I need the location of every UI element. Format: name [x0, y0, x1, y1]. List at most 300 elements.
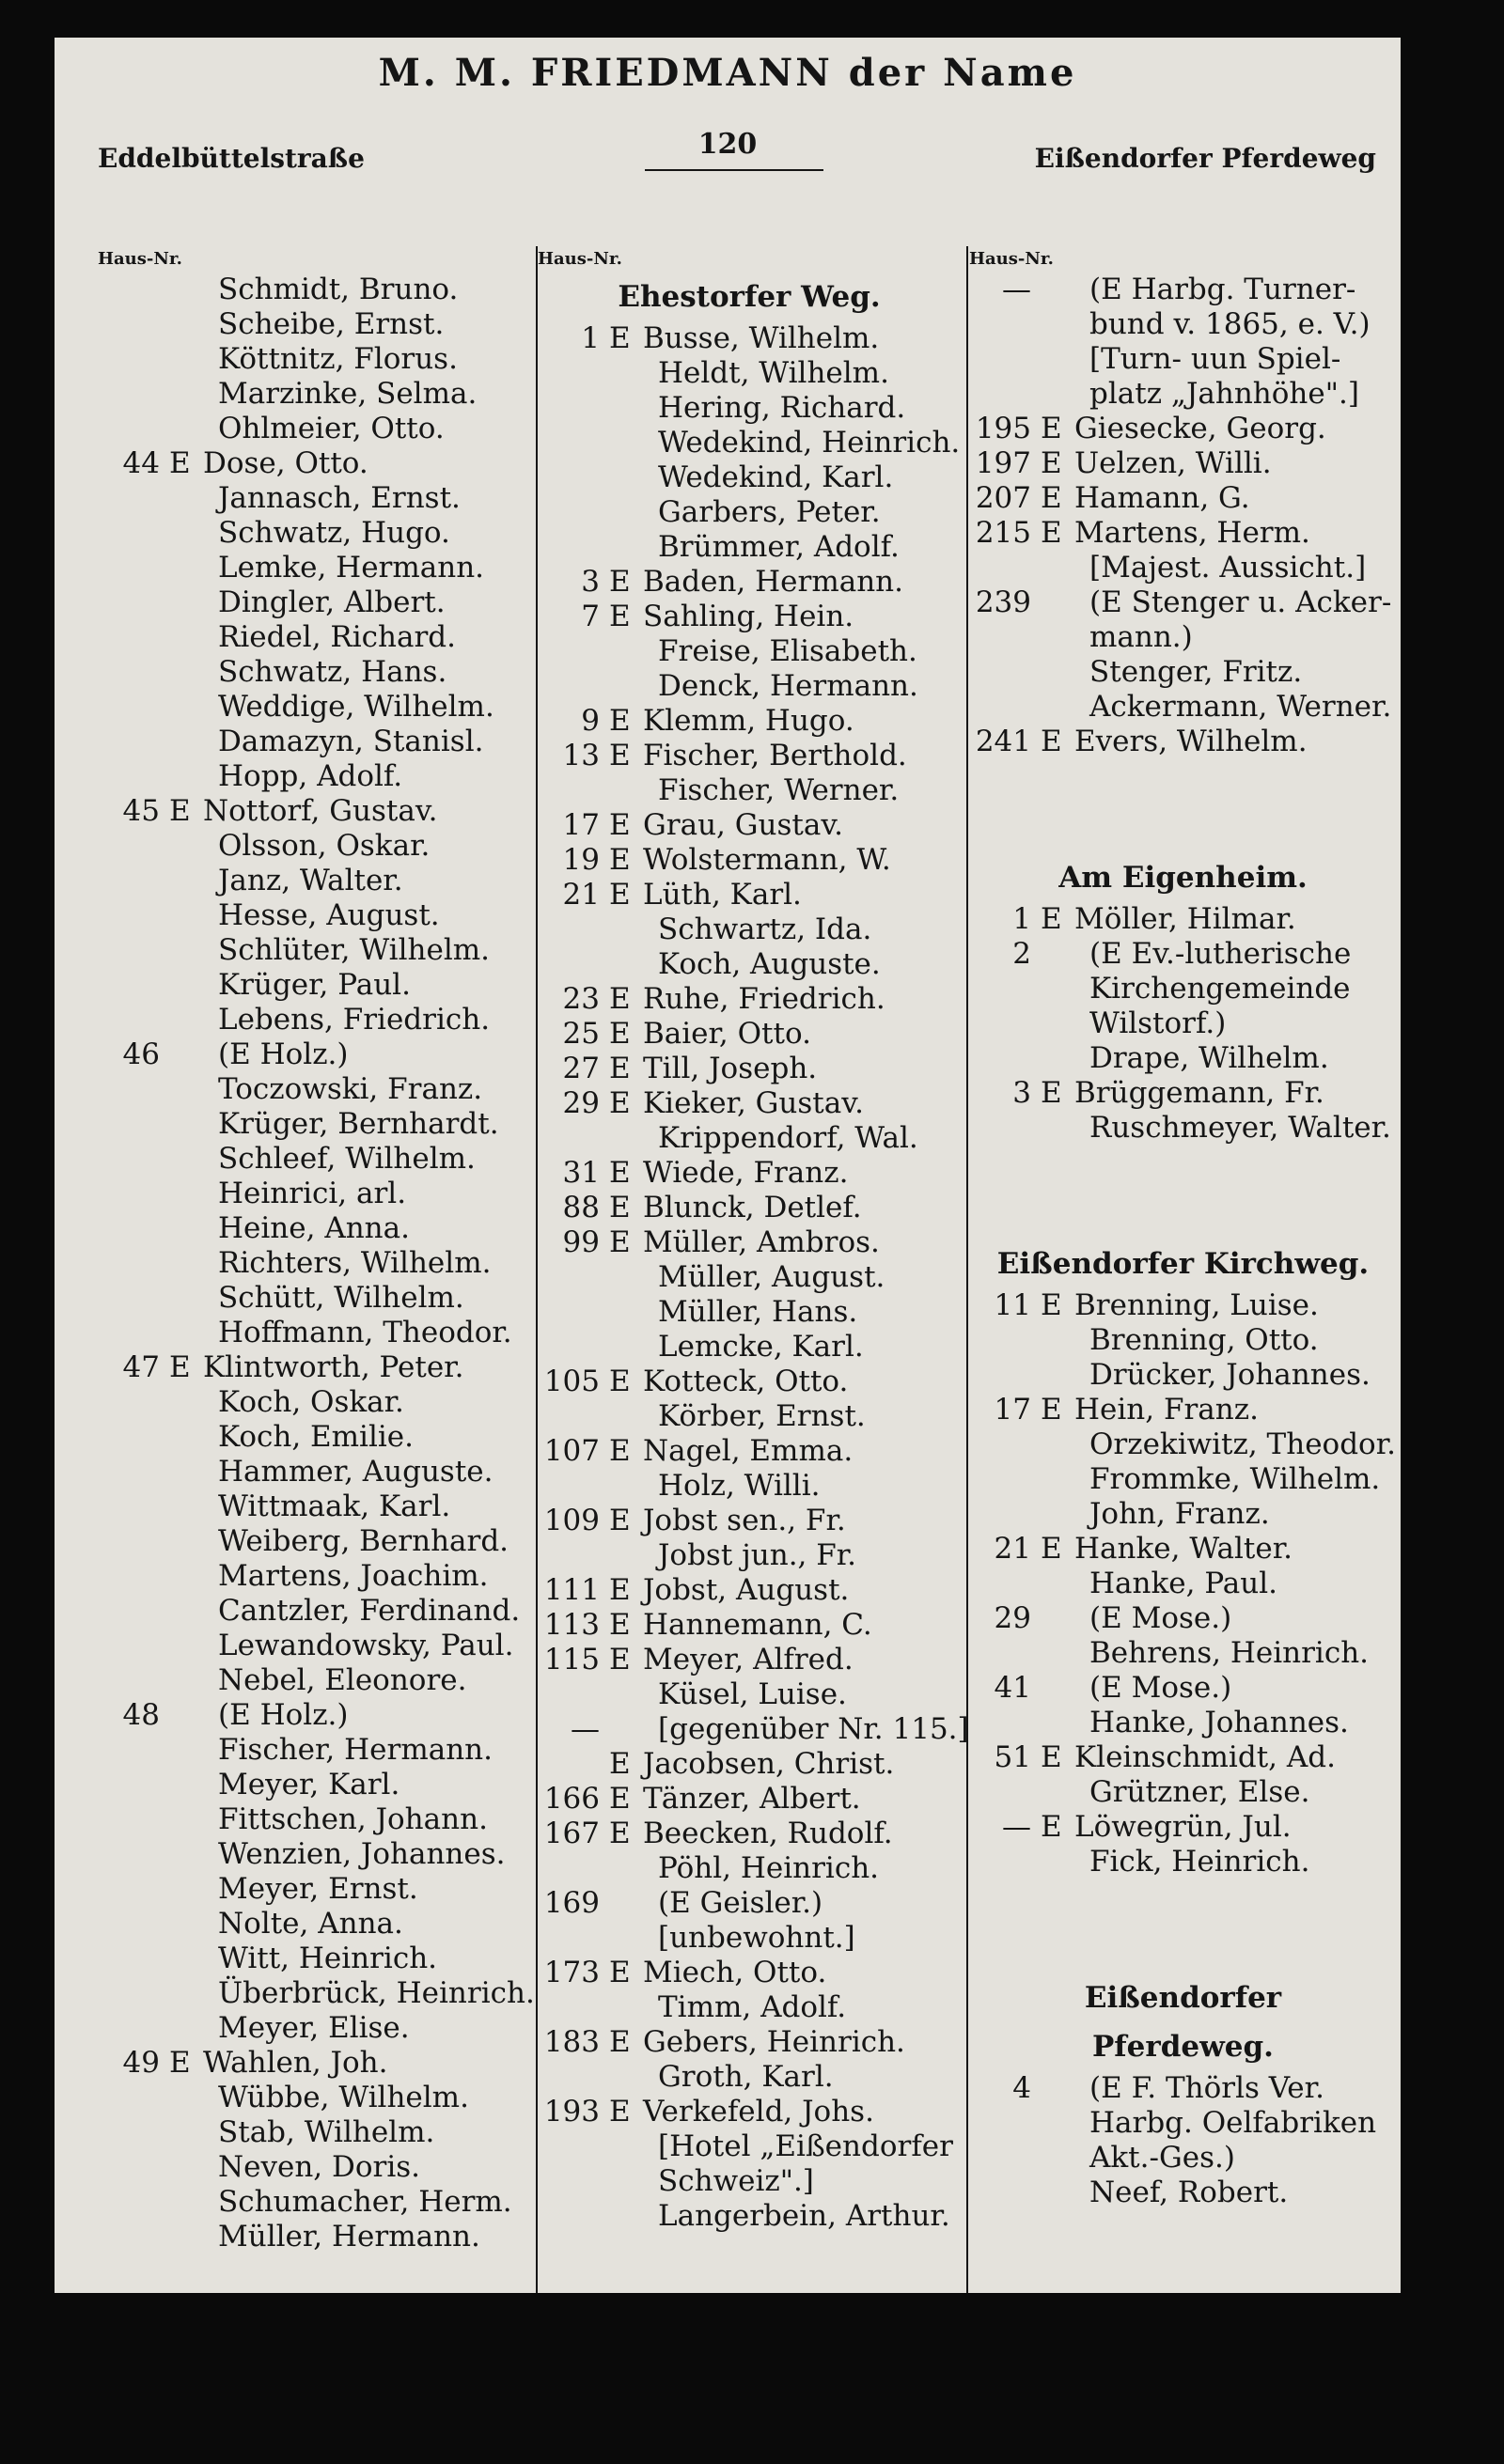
owner-mark: E: [1041, 516, 1062, 550]
directory-entry: [969, 1462, 1397, 1497]
directory-entry: [969, 342, 1397, 377]
resident-name: [unbewohnt.]: [658, 1921, 855, 1955]
directory-entry: [538, 1225, 961, 1260]
directory-entry: [98, 342, 568, 377]
directory-entry: [969, 1810, 1397, 1845]
house-number: 11: [994, 1288, 1031, 1322]
resident-name: Frommke, Wilhelm.: [1089, 1462, 1381, 1496]
house-number: 44: [122, 446, 160, 480]
owner-mark: E: [609, 1573, 631, 1607]
directory-entry: [538, 1608, 961, 1643]
street-range-end: Eißendorfer Pferdeweg: [1034, 143, 1376, 174]
directory-entry: [969, 1636, 1397, 1671]
directory-entry: [969, 446, 1397, 481]
directory-entry: [969, 1427, 1397, 1462]
resident-name: Wedekind, Heinrich.: [658, 426, 961, 460]
resident-name: Orzekiwitz, Theodor.: [1089, 1427, 1396, 1461]
owner-mark: E: [609, 1608, 631, 1642]
resident-name: Schütt, Wilhelm.: [218, 1281, 464, 1315]
resident-name: Müller, August.: [658, 1260, 885, 1294]
resident-name: [Turn- uun Spiel-: [1089, 342, 1341, 376]
owner-mark: E: [609, 704, 631, 738]
directory-column-3: [969, 246, 1397, 2210]
resident-name: Olsson, Oskar.: [218, 829, 431, 863]
resident-name: Schwartz, Ida.: [658, 912, 872, 946]
resident-name: Ackermann, Werner.: [1089, 690, 1392, 724]
house-number: 13: [562, 739, 600, 772]
directory-entry: [538, 669, 961, 704]
resident-name: Krippendorf, Wal.: [658, 1121, 918, 1155]
directory-entry: [969, 1740, 1397, 1775]
owner-mark: E: [609, 982, 631, 1016]
directory-entry: [969, 307, 1397, 342]
directory-column-2: [538, 246, 969, 2234]
resident-name: [Hotel „Eißendorfer: [658, 2129, 953, 2163]
owner-mark: E: [609, 1643, 631, 1676]
owner-mark: E: [609, 1817, 631, 1850]
resident-name: Küsel, Luise.: [658, 1677, 847, 1711]
owner-mark: E: [1041, 902, 1062, 936]
directory-entry: [969, 2175, 1397, 2210]
column-label: Haus-Nr.: [969, 249, 1054, 269]
directory-entry: [538, 600, 961, 634]
house-number: 99: [562, 1225, 600, 1259]
column-divider: [966, 246, 968, 2293]
resident-name: Baier, Otto.: [643, 1017, 811, 1051]
directory-entry: [969, 1532, 1397, 1567]
resident-name: (E Holz.): [218, 1037, 349, 1071]
directory-entry: [538, 495, 961, 530]
owner-mark: E: [609, 321, 631, 355]
directory-entry: [969, 481, 1397, 516]
directory-entry: [98, 759, 568, 794]
column-label: Haus-Nr.: [98, 249, 182, 269]
resident-name: Drücker, Johannes.: [1089, 1358, 1371, 1392]
directory-entry: [98, 412, 568, 446]
directory-entry: [538, 1295, 961, 1330]
resident-name: Brüggemann, Fr.: [1074, 1076, 1324, 1110]
house-number: 3: [581, 565, 600, 599]
directory-entry: [969, 1601, 1397, 1636]
page-number-rule: [645, 169, 823, 171]
directory-entry: [98, 1976, 568, 2011]
directory-entry: [538, 356, 961, 391]
street-heading: Eißendorfer Kirchweg.: [996, 1247, 1370, 1281]
directory-entry: [98, 1802, 568, 1837]
directory-entry: [538, 1434, 961, 1469]
owner-mark: E: [1041, 1810, 1062, 1844]
resident-name: Nagel, Emma.: [643, 1434, 854, 1468]
house-number: 197: [975, 446, 1031, 480]
house-number: 45: [122, 794, 160, 828]
resident-name: Nebel, Eleonore.: [218, 1663, 467, 1697]
section-spacer: [969, 1146, 1397, 1240]
resident-name: Ruschmeyer, Walter.: [1089, 1111, 1391, 1145]
resident-name: Brenning, Otto.: [1089, 1323, 1319, 1357]
resident-name: Garbers, Peter.: [658, 495, 881, 529]
resident-name: Klintworth, Peter.: [203, 1350, 464, 1384]
owner-mark: E: [609, 565, 631, 599]
directory-entry: [98, 1837, 568, 1872]
resident-name: Richters, Wilhelm.: [218, 1246, 492, 1280]
directory-entry: [98, 620, 568, 655]
directory-entry: [98, 1385, 568, 1420]
resident-name: Gebers, Heinrich.: [643, 2025, 905, 2059]
owner-mark: E: [609, 1365, 631, 1398]
resident-name: (E F. Thörls Ver.: [1089, 2071, 1324, 2105]
directory-entry: [538, 321, 961, 356]
owner-mark: E: [169, 446, 191, 480]
owner-mark: E: [609, 2095, 631, 2129]
resident-name: Martens, Joachim.: [218, 1559, 489, 1593]
directory-entry: [538, 1643, 961, 1677]
directory-entry: [969, 1111, 1397, 1146]
resident-name: Brümmer, Adolf.: [658, 530, 900, 564]
directory-entry: [98, 481, 568, 516]
resident-name: Lüth, Karl.: [643, 878, 802, 912]
resident-name: Klemm, Hugo.: [643, 704, 854, 738]
resident-name: Marzinke, Selma.: [218, 377, 478, 411]
directory-entry: [98, 1211, 568, 1246]
resident-name: Jannasch, Ernst.: [218, 481, 461, 515]
resident-name: Lebens, Friedrich.: [218, 1003, 491, 1037]
resident-name: bund v. 1865, e. V.): [1089, 307, 1371, 341]
house-number: 29: [562, 1086, 600, 1120]
resident-name: Till, Joseph.: [643, 1052, 818, 1085]
directory-entry: [538, 1921, 961, 1956]
house-number: 193: [543, 2095, 600, 2129]
house-number: 107: [543, 1434, 600, 1468]
house-number: —: [1002, 273, 1031, 306]
resident-name: Wahlen, Joh.: [203, 2046, 388, 2080]
resident-name: (E Mose.): [1089, 1671, 1232, 1705]
resident-name: Lemcke, Karl.: [658, 1330, 864, 1364]
resident-name: Schmidt, Bruno.: [218, 273, 459, 306]
directory-entry: [98, 1350, 568, 1385]
directory-entry: [538, 1990, 961, 2025]
resident-name: Hammer, Auguste.: [218, 1455, 494, 1489]
directory-entry: [969, 972, 1397, 1006]
resident-name: Fischer, Werner.: [658, 773, 900, 807]
directory-entry: [969, 551, 1397, 585]
directory-entry: [98, 2115, 568, 2150]
owner-mark: E: [1041, 1740, 1062, 1774]
directory-entry: [538, 947, 961, 982]
owner-mark: E: [609, 1782, 631, 1816]
directory-entry: [98, 898, 568, 933]
directory-entry: [969, 620, 1397, 655]
resident-name: Müller, Ambros.: [643, 1225, 880, 1259]
directory-entry: [538, 1747, 961, 1782]
directory-entry: [969, 1671, 1397, 1706]
resident-name: Kieker, Gustav.: [643, 1086, 864, 1120]
resident-name: Hamann, G.: [1074, 481, 1250, 515]
house-number: 1: [581, 321, 600, 355]
house-number: 239: [975, 585, 1031, 619]
directory-entry: [538, 1399, 961, 1434]
resident-name: [gegenüber Nr. 115.]: [658, 1712, 969, 1746]
house-number: —: [1002, 1810, 1031, 1844]
resident-name: Kotteck, Otto.: [643, 1365, 849, 1398]
directory-entry: [538, 1469, 961, 1504]
directory-entry: [98, 1559, 568, 1594]
directory-entry: [538, 1330, 961, 1365]
owner-mark: E: [169, 1350, 191, 1384]
resident-name: Möller, Hilmar.: [1074, 902, 1296, 936]
resident-name: Kleinschmidt, Ad.: [1074, 1740, 1336, 1774]
resident-name: Stenger, Fritz.: [1089, 655, 1303, 689]
directory-entry: [98, 1316, 568, 1350]
resident-name: (E Mose.): [1089, 1601, 1232, 1635]
directory-entry: [538, 912, 961, 947]
resident-name: mann.): [1089, 620, 1193, 654]
resident-name: Schleef, Wilhelm.: [218, 1142, 476, 1176]
section-spacer: [969, 759, 1397, 853]
directory-entry: [969, 412, 1397, 446]
owner-mark: E: [609, 843, 631, 877]
directory-entry: [969, 1006, 1397, 1041]
directory-entry: [538, 1677, 961, 1712]
resident-name: Heinrici, arl.: [218, 1177, 407, 1210]
resident-name: Wenzien, Johannes.: [218, 1837, 506, 1871]
directory-entry: [538, 2025, 961, 2060]
directory-entry: [98, 1733, 568, 1768]
resident-name: Heine, Anna.: [218, 1211, 410, 1245]
directory-entry: [98, 655, 568, 690]
house-number: 48: [122, 1698, 160, 1732]
resident-name: Jacobsen, Christ.: [643, 1747, 895, 1781]
owner-mark: E: [609, 878, 631, 912]
owner-mark: E: [609, 1434, 631, 1468]
house-number: 9: [581, 704, 600, 738]
directory-entry: [98, 1907, 568, 1942]
directory-entry: [538, 2199, 961, 2234]
resident-name: Sahling, Hein.: [643, 600, 854, 633]
resident-name: Uelzen, Willi.: [1074, 446, 1272, 480]
directory-entry: [538, 1538, 961, 1573]
resident-name: Köttnitz, Florus.: [218, 342, 458, 376]
house-number: 169: [543, 1886, 600, 1920]
resident-name: Meyer, Ernst.: [218, 1872, 418, 1906]
directory-entry: [969, 1358, 1397, 1393]
house-number: 29: [994, 1601, 1031, 1635]
directory-entry: [98, 725, 568, 759]
resident-name: Schwatz, Hans.: [218, 655, 447, 689]
directory-entry: [538, 1956, 961, 1990]
resident-name: Damazyn, Stanisl.: [218, 725, 484, 758]
directory-entry: [98, 1698, 568, 1733]
resident-name: Müller, Hans.: [658, 1295, 858, 1329]
directory-entry: [98, 2150, 568, 2185]
owner-mark: E: [1041, 1393, 1062, 1427]
directory-entry: [969, 516, 1397, 551]
owner-mark: E: [609, 1504, 631, 1537]
resident-name: Hein, Franz.: [1074, 1393, 1259, 1427]
house-number: 207: [975, 481, 1031, 515]
house-number: 25: [562, 1017, 600, 1051]
directory-entry: [538, 1712, 969, 1747]
directory-entry: [969, 2071, 1397, 2106]
directory-entry: [969, 1323, 1397, 1358]
directory-entry: [538, 1191, 961, 1225]
directory-entry: [98, 2220, 568, 2254]
resident-name: Weddige, Wilhelm.: [218, 690, 494, 724]
directory-entry: [98, 2081, 568, 2115]
directory-entry: [538, 808, 961, 843]
owner-mark: E: [1041, 446, 1062, 480]
resident-name: Schlüter, Wilhelm.: [218, 933, 490, 967]
house-number: 241: [975, 725, 1031, 758]
resident-name: Busse, Wilhelm.: [643, 321, 880, 355]
resident-name: Freise, Elisabeth.: [658, 634, 917, 668]
owner-mark: E: [1041, 1288, 1062, 1322]
house-number: 17: [994, 1393, 1031, 1427]
directory-entry: [538, 1086, 961, 1121]
resident-name: [Majest. Aussicht.]: [1089, 551, 1367, 585]
owner-mark: E: [609, 1747, 631, 1781]
house-number: 113: [543, 1608, 600, 1642]
directory-entry: [98, 1107, 568, 1142]
resident-name: Fischer, Hermann.: [218, 1733, 493, 1767]
directory-entry: [98, 273, 568, 307]
directory-entry: [98, 307, 568, 342]
directory-entry: [98, 968, 568, 1003]
directory-entry: [538, 1504, 961, 1538]
street-heading: Eißendorfer: [1084, 1981, 1282, 2015]
house-number: 17: [562, 808, 600, 842]
street-heading: Ehestorfer Weg.: [618, 280, 881, 314]
directory-entry: [98, 1246, 568, 1281]
resident-name: Jobst jun., Fr.: [658, 1538, 857, 1572]
directory-entry: [98, 1142, 568, 1177]
resident-name: Hanke, Paul.: [1089, 1567, 1278, 1600]
resident-name: Denck, Hermann.: [658, 669, 918, 703]
resident-name: Fick, Heinrich.: [1089, 1845, 1310, 1879]
directory-entry: [98, 794, 568, 829]
directory-entry: [969, 1706, 1397, 1740]
directory-column-1: [98, 246, 568, 2254]
house-number: 19: [562, 843, 600, 877]
house-number: 166: [543, 1782, 600, 1816]
resident-name: Grützner, Else.: [1089, 1775, 1310, 1809]
owner-mark: E: [609, 739, 631, 772]
directory-entry: [969, 1845, 1397, 1879]
house-number: 21: [994, 1532, 1031, 1566]
directory-entry: [538, 1156, 961, 1191]
directory-entry: [98, 2185, 568, 2220]
resident-name: Behrens, Heinrich.: [1089, 1636, 1370, 1670]
directory-entry: [538, 2060, 961, 2095]
directory-entry: [98, 446, 568, 481]
resident-name: Meyer, Alfred.: [643, 1643, 854, 1676]
directory-entry: [538, 1260, 961, 1295]
house-number: 49: [122, 2046, 160, 2080]
resident-name: Janz, Walter.: [218, 864, 403, 897]
resident-name: Drape, Wilhelm.: [1089, 1041, 1329, 1075]
house-number: 173: [543, 1956, 600, 1989]
resident-name: Überbrück, Heinrich.: [218, 1976, 535, 2010]
house-number: 215: [975, 516, 1031, 550]
house-number: 51: [994, 1740, 1031, 1774]
owner-mark: E: [1041, 481, 1062, 515]
owner-mark: E: [609, 1086, 631, 1120]
resident-name: (E Holz.): [218, 1698, 349, 1732]
resident-name: Krüger, Paul.: [218, 968, 411, 1002]
resident-name: Wübbe, Wilhelm.: [218, 2081, 469, 2114]
resident-name: Groth, Karl.: [658, 2060, 834, 2094]
resident-name: Neef, Robert.: [1089, 2175, 1289, 2209]
resident-name: Grau, Gustav.: [643, 808, 844, 842]
directory-entry: [969, 1393, 1397, 1427]
street-range-start: Eddelbüttelstraße: [98, 143, 365, 174]
resident-name: Lemke, Hermann.: [218, 551, 485, 585]
resident-name: Lewandowsky, Paul.: [218, 1629, 514, 1662]
resident-name: Meyer, Karl.: [218, 1768, 400, 1801]
directory-entry: [538, 1121, 961, 1156]
house-number: 167: [543, 1817, 600, 1850]
house-number: 27: [562, 1052, 600, 1085]
owner-mark: E: [1041, 1076, 1062, 1110]
resident-name: Akt.-Ges.): [1089, 2141, 1235, 2175]
directory-entry: [969, 1775, 1397, 1810]
directory-entry: [98, 1455, 568, 1489]
resident-name: Koch, Auguste.: [658, 947, 881, 981]
resident-name: Müller, Hermann.: [218, 2220, 480, 2253]
directory-entry: [538, 878, 961, 912]
resident-name: (E Geisler.): [658, 1886, 823, 1920]
directory-entry: [98, 551, 568, 585]
directory-entry: [538, 1365, 961, 1399]
directory-entry: [98, 1177, 568, 1211]
resident-name: Krüger, Bernhardt.: [218, 1107, 499, 1141]
resident-name: (E Stenger u. Acker-: [1089, 585, 1392, 619]
resident-name: Hoffmann, Theodor.: [218, 1316, 512, 1349]
resident-name: Verkefeld, Johs.: [643, 2095, 874, 2129]
house-number: 2: [1012, 937, 1031, 971]
resident-name: Toczowski, Franz.: [218, 1072, 483, 1106]
owner-mark: E: [609, 1052, 631, 1085]
resident-name: Schumacher, Herm.: [218, 2185, 512, 2219]
house-number: 88: [562, 1191, 600, 1224]
resident-name: Pöhl, Heinrich.: [658, 1851, 880, 1885]
resident-name: Hanke, Walter.: [1074, 1532, 1292, 1566]
resident-name: Meyer, Elise.: [218, 2011, 410, 2045]
house-number: 41: [994, 1671, 1031, 1705]
directory-entry: [969, 1497, 1397, 1532]
directory-entry: [98, 1524, 568, 1559]
resident-name: Riedel, Richard.: [218, 620, 456, 654]
resident-name: Wedekind, Karl.: [658, 460, 894, 494]
directory-entry: [538, 982, 961, 1017]
directory-entry: [98, 829, 568, 864]
resident-name: Ruhe, Friedrich.: [643, 982, 885, 1016]
directory-entry: [969, 690, 1397, 725]
owner-mark: E: [609, 1956, 631, 1989]
directory-entry: [538, 1817, 961, 1851]
resident-name: Dingler, Albert.: [218, 585, 446, 619]
house-number: 115: [543, 1643, 600, 1676]
owner-mark: E: [1041, 412, 1062, 445]
directory-entry: [98, 2011, 568, 2046]
directory-entry: [538, 460, 961, 495]
directory-entry: [538, 634, 961, 669]
owner-mark: E: [609, 1156, 631, 1190]
house-number: 4: [1012, 2071, 1031, 2105]
resident-name: Brenning, Luise.: [1074, 1288, 1319, 1322]
directory-entry: [969, 273, 1397, 307]
resident-name: Holz, Willi.: [658, 1469, 821, 1503]
directory-entry: [969, 1041, 1397, 1076]
